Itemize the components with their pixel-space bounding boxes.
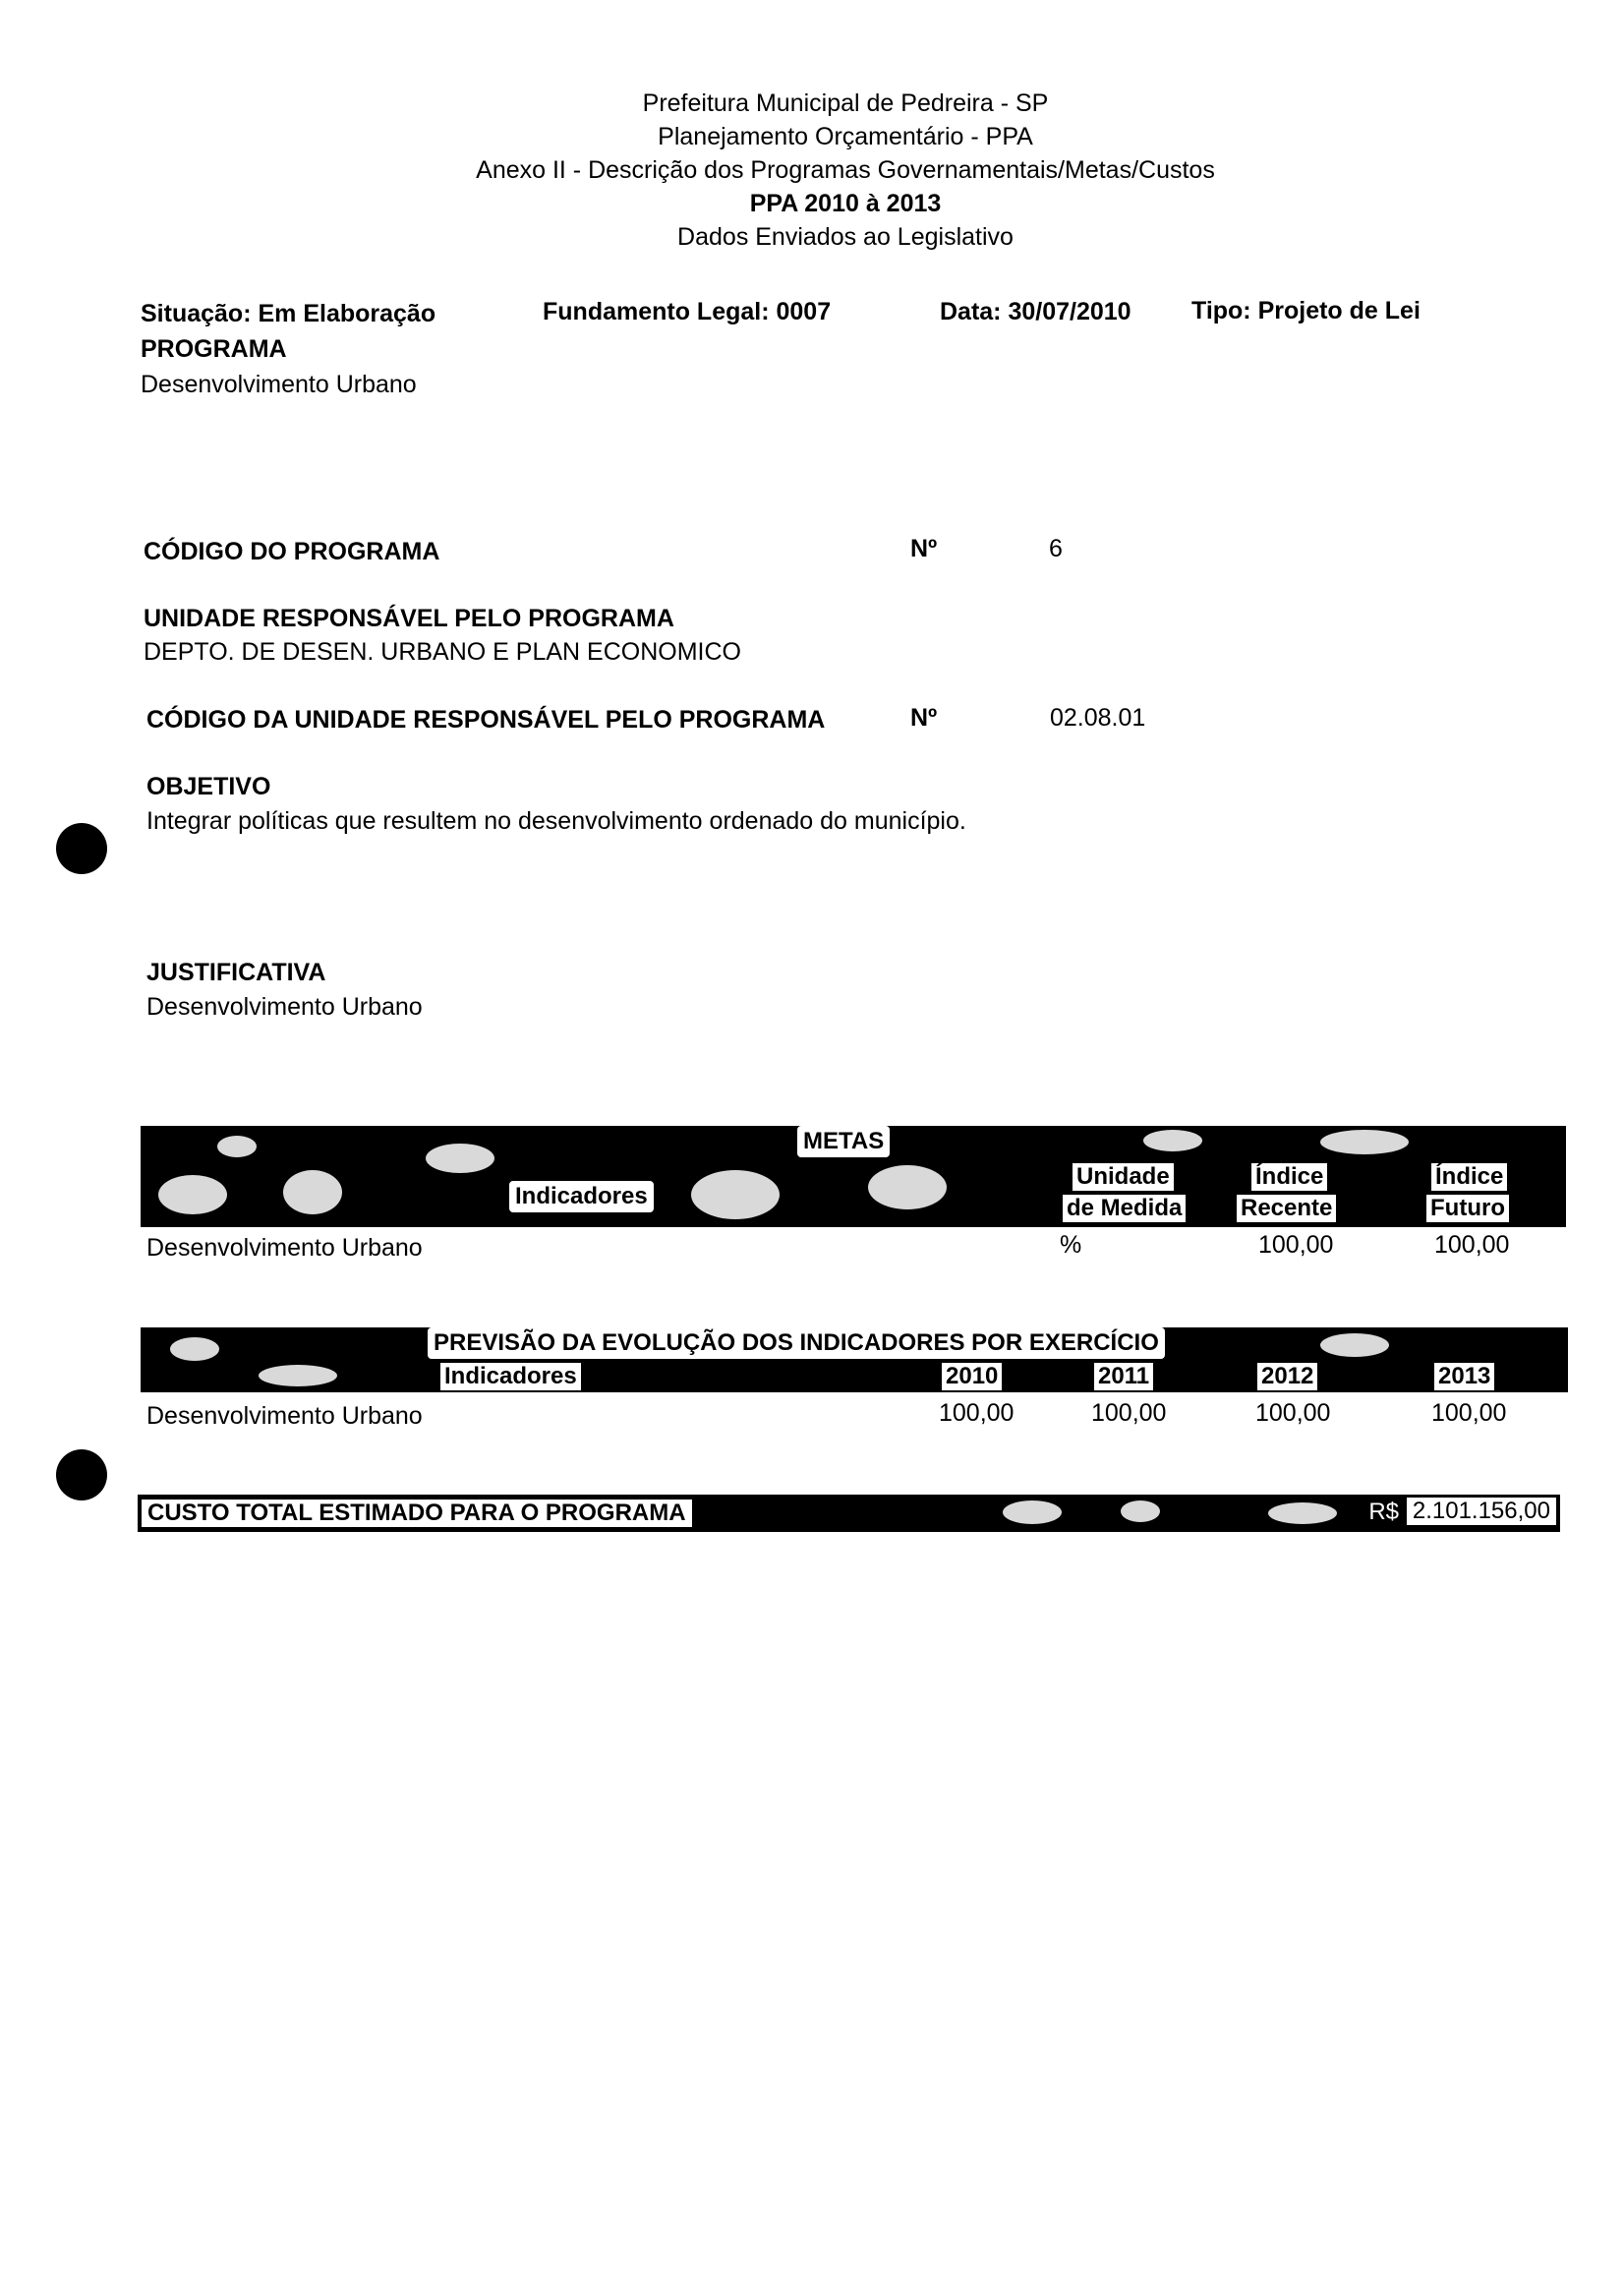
scan-noise — [170, 1337, 219, 1361]
metas-row-indicador: Desenvolvimento Urbano — [146, 1234, 423, 1262]
previsao-col-year-2011: 2011 — [1094, 1363, 1153, 1390]
metas-col-futuro-line1: Índice — [1431, 1163, 1507, 1191]
custo-total-value: 2.101.156,00 — [1407, 1498, 1556, 1525]
status-situacao: Situação: Em Elaboração — [141, 300, 436, 327]
scan-noise — [158, 1175, 227, 1214]
header-planning: Planejamento Orçamentário - PPA — [658, 123, 1033, 150]
custo-total-currency: R$ — [1368, 1499, 1399, 1525]
metas-row-futuro: 100,00 — [1434, 1231, 1510, 1259]
scan-noise — [1320, 1130, 1409, 1154]
scan-noise — [691, 1170, 780, 1219]
metas-col-recente-line2: Recente — [1237, 1195, 1336, 1222]
metas-row-unidade: % — [1060, 1231, 1082, 1259]
objetivo-label: OBJETIVO — [146, 773, 271, 800]
header-ppa-period: PPA 2010 à 2013 — [749, 190, 942, 217]
previsao-row-value-2012: 100,00 — [1255, 1399, 1331, 1427]
unidade-label: UNIDADE RESPONSÁVEL PELO PROGRAMA — [144, 605, 674, 632]
custo-total-label: CUSTO TOTAL ESTIMADO PARA O PROGRAMA — [140, 1498, 694, 1529]
metas-col-futuro-line2: Futuro — [1426, 1195, 1509, 1222]
previsao-col-year-2010: 2010 — [942, 1363, 1002, 1390]
metas-col-unidade-line1: Unidade — [1073, 1163, 1174, 1191]
scan-noise — [1320, 1333, 1389, 1357]
previsao-col-indicadores: Indicadores — [440, 1363, 581, 1390]
scan-noise — [1143, 1130, 1202, 1151]
header-sent-to-legislative: Dados Enviados ao Legislativo — [677, 223, 1014, 251]
unidade-value: DEPTO. DE DESEN. URBANO E PLAN ECONOMICO — [144, 638, 741, 666]
header-annex: Anexo II - Descrição dos Programas Governamentais/Metas/Custos — [476, 156, 1215, 184]
metas-header-bar — [141, 1126, 1566, 1227]
hole-punch-mark — [56, 1449, 107, 1500]
scan-noise — [426, 1144, 494, 1173]
scan-noise — [868, 1165, 947, 1209]
scan-noise — [259, 1365, 337, 1386]
metas-col-recente-line1: Índice — [1251, 1163, 1327, 1191]
previsao-title: PREVISÃO DA EVOLUÇÃO DOS INDICADORES POR EXERCÍCIO — [428, 1327, 1165, 1359]
status-fundamento-legal: Fundamento Legal: 0007 — [543, 298, 832, 325]
codigo-unidade-label: CÓDIGO DA UNIDADE RESPONSÁVEL PELO PROGRAMA — [146, 706, 826, 734]
scan-noise — [1121, 1500, 1160, 1522]
objetivo-value: Integrar políticas que resultem no desenvolvimento ordenado do município. — [146, 807, 966, 835]
metas-col-indicadores: Indicadores — [509, 1181, 654, 1212]
scan-noise — [217, 1136, 257, 1157]
scan-noise — [283, 1170, 342, 1214]
justificativa-label: JUSTIFICATIVA — [146, 959, 326, 986]
scan-noise — [1268, 1502, 1337, 1524]
header-municipality: Prefeitura Municipal de Pedreira - SP — [642, 89, 1049, 117]
previsao-row-value-2013: 100,00 — [1431, 1399, 1507, 1427]
programa-label: PROGRAMA — [141, 335, 287, 363]
codigo-programa-label: CÓDIGO DO PROGRAMA — [144, 538, 440, 565]
scan-noise — [1003, 1500, 1062, 1524]
codigo-unidade-no-label: Nº — [910, 704, 938, 732]
programa-value: Desenvolvimento Urbano — [141, 371, 417, 398]
document-header — [0, 87, 1624, 254]
metas-title: METAS — [797, 1126, 890, 1157]
custo-total-bar — [138, 1495, 1560, 1532]
status-data: Data: 30/07/2010 — [940, 298, 1131, 325]
codigo-programa-no-label: Nº — [910, 535, 938, 562]
previsao-col-year-2012: 2012 — [1257, 1363, 1317, 1390]
previsao-row-indicador: Desenvolvimento Urbano — [146, 1402, 423, 1430]
previsao-row-value-2010: 100,00 — [939, 1399, 1015, 1427]
previsao-row-value-2011: 100,00 — [1091, 1399, 1167, 1427]
previsao-header-bar — [141, 1327, 1568, 1392]
codigo-unidade-value: 02.08.01 — [1050, 704, 1146, 732]
codigo-programa-value: 6 — [1049, 535, 1063, 562]
status-tipo: Tipo: Projeto de Lei — [1191, 297, 1421, 324]
previsao-col-year-2013: 2013 — [1434, 1363, 1494, 1390]
justificativa-value: Desenvolvimento Urbano — [146, 993, 423, 1021]
hole-punch-mark — [56, 823, 107, 874]
metas-row-recente: 100,00 — [1258, 1231, 1334, 1259]
metas-col-unidade-line2: de Medida — [1063, 1195, 1186, 1222]
